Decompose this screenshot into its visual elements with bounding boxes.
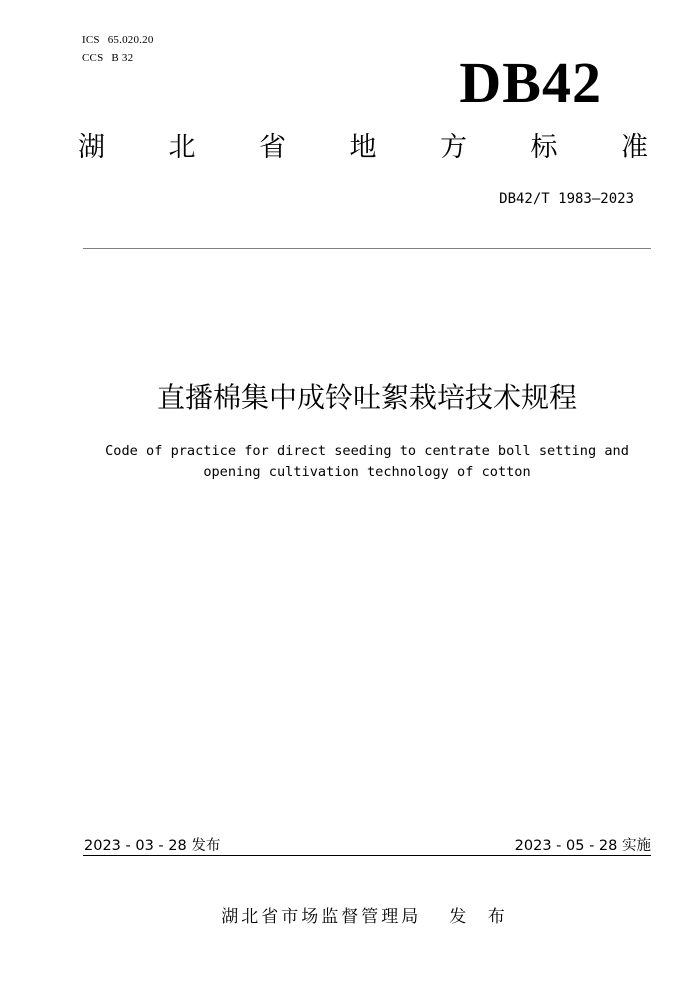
standard-type-char: 方 [440, 132, 467, 163]
issuer-name: 湖北省市场监督管理局 [221, 907, 422, 927]
standard-type-char: 湖 [78, 132, 105, 163]
document-title-english [0, 441, 700, 483]
english-title-line: Code of practice for direct seeding to centrate boll setting and [105, 443, 629, 459]
ccs-classification [82, 52, 133, 64]
standard-type-char: 准 [621, 132, 648, 163]
english-title-line: opening cultivation technology of cotton [203, 464, 531, 480]
standard-number: DB42/T 1983—2023 [499, 191, 634, 207]
ics-code: 65.020.20 [107, 34, 154, 46]
standard-type-char: 北 [168, 132, 196, 163]
document-title-chinese: 直播棉集中成铃吐絮栽培技术规程 [156, 381, 577, 414]
standard-type-heading [78, 134, 648, 161]
standard-type-char: 标 [530, 132, 558, 163]
issuer-action: 发 布 [449, 907, 513, 927]
header-divider [83, 248, 651, 249]
footer-divider [83, 855, 651, 856]
standard-type-char: 省 [259, 132, 286, 163]
implementation-date: 2023 - 05 - 28 实施 [514, 838, 651, 854]
issuing-authority [0, 902, 700, 927]
ics-label: ICS [82, 34, 100, 46]
issue-date: 2023 - 03 - 28 发布 [84, 838, 221, 854]
ics-classification [82, 34, 154, 46]
ccs-label: CCS [82, 52, 104, 64]
db-standard-mark: DB42 [459, 50, 602, 115]
ccs-code: B 32 [111, 52, 134, 64]
standard-type-char: 地 [349, 132, 377, 163]
